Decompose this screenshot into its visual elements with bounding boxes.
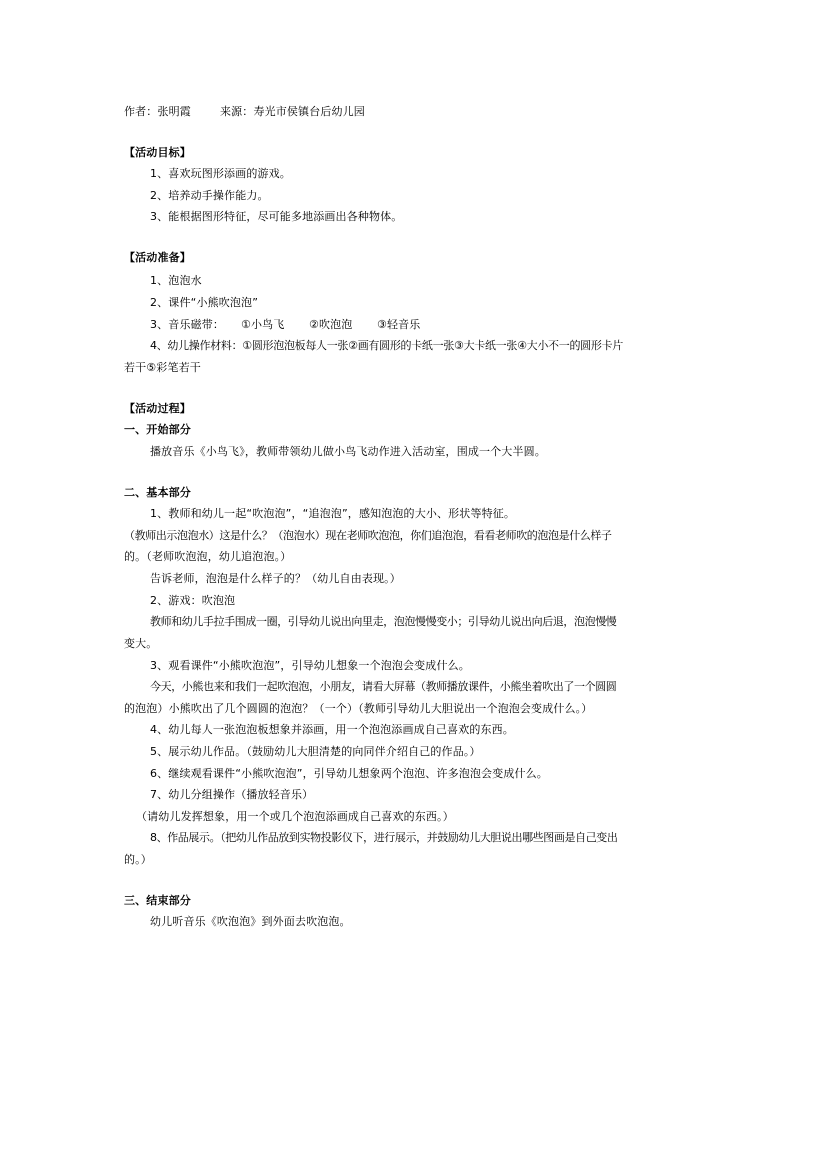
part2-line: 告诉老师，泡泡是什么样子的？（幼儿自由表现。） xyxy=(150,572,401,585)
music-track: ②吹泡泡 xyxy=(309,318,353,331)
part2-line: 4、幼儿每人一张泡泡板想象并添画，用一个泡泡添画成自己喜欢的东西。 xyxy=(150,723,514,736)
prep-heading: 【活动准备】 xyxy=(124,251,191,264)
part2-line: 今天，小熊也来和我们一起吹泡泡，小朋友，请看大屏幕（教师播放课件，小熊坐着吹出了一个圆圆 xyxy=(150,680,617,693)
part2-line: 3、观看课件“小熊吹泡泡”，引导幼儿想象一个泡泡会变成什么。 xyxy=(150,659,470,672)
prep-item: 2、课件“小熊吹泡泡” xyxy=(150,296,259,309)
part2-line: 7、幼儿分组操作（播放轻音乐） xyxy=(150,788,314,801)
prep-item: 1、泡泡水 xyxy=(150,274,202,287)
part2-line: （教师出示泡泡水）这是什么？（泡泡水）现在老师吹泡泡，你们追泡泡，看看老师吹的泡泡是什么样子 xyxy=(124,529,612,542)
part3-heading: 三、结束部分 xyxy=(124,894,191,907)
part2-line: （请幼儿发挥想象，用一个或几个泡泡添画成自己喜欢的东西。） xyxy=(136,810,454,823)
part3-line: 幼儿听音乐《吹泡泡》到外面去吹泡泡。 xyxy=(150,915,351,928)
part2-line: 6、继续观看课件“小熊吹泡泡”，引导幼儿想象两个泡泡、许多泡泡会变成什么。 xyxy=(150,767,548,780)
part2-line: 8、作品展示。（把幼儿作品放到实物投影仪下，进行展示，并鼓励幼儿大胆说出哪些图画是自己变出 xyxy=(150,831,618,844)
goal-item: 2、培养动手操作能力。 xyxy=(150,189,269,202)
part2-line: 的。） xyxy=(124,853,152,866)
part2-line: 5、展示幼儿作品。（鼓励幼儿大胆清楚的向同伴介绍自己的作品。） xyxy=(150,745,481,758)
goal-item: 1、喜欢玩图形添画的游戏。 xyxy=(150,167,291,180)
part2-line: 1、教师和幼儿一起“吹泡泡”，“追泡泡”，感知泡泡的大小、形状等特征。 xyxy=(150,507,516,520)
goals-heading: 【活动目标】 xyxy=(124,146,191,159)
part2-heading: 二、基本部分 xyxy=(124,486,191,499)
source-line: 来源：寿光市侯镇台后幼儿园 xyxy=(220,105,365,118)
part1-heading: 一、开始部分 xyxy=(124,423,191,436)
part2-line: 的泡泡）小熊吹出了几个圆圆的泡泡？（一个）（教师引导幼儿大胆说出一个泡泡会变成什么。） xyxy=(124,702,593,715)
part2-line: 变大。 xyxy=(124,637,158,650)
part2-line: 教师和幼儿手拉手围成一圈，引导幼儿说出向里走，泡泡慢慢变小；引导幼儿说出向后退，泡泡慢慢 xyxy=(150,615,617,628)
part1-line: 播放音乐《小鸟飞》，教师带领幼儿做小鸟飞动作进入活动室，围成一个大半圆。 xyxy=(150,445,546,458)
part2-line: 的。（老师吹泡泡，幼儿追泡泡。） xyxy=(124,550,292,563)
process-heading: 【活动过程】 xyxy=(124,402,191,415)
author-line: 作者：张明霞 xyxy=(124,105,191,118)
prep-item: 3、音乐磁带： xyxy=(150,318,225,331)
music-track: ①小鸟飞 xyxy=(241,318,285,331)
part2-line: 2、游戏：吹泡泡 xyxy=(150,594,236,607)
music-track: ③轻音乐 xyxy=(377,318,421,331)
goal-item: 3、能根据图形特征，尽可能多地添画出各种物体。 xyxy=(150,210,403,223)
prep-item-cont: 若干⑤彩笔若干 xyxy=(124,361,201,374)
prep-item: 4、幼儿操作材料：①圆形泡泡板每人一张②画有圆形的卡纸一张③大卡纸一张④大小不一的圆形卡片 xyxy=(150,339,623,352)
